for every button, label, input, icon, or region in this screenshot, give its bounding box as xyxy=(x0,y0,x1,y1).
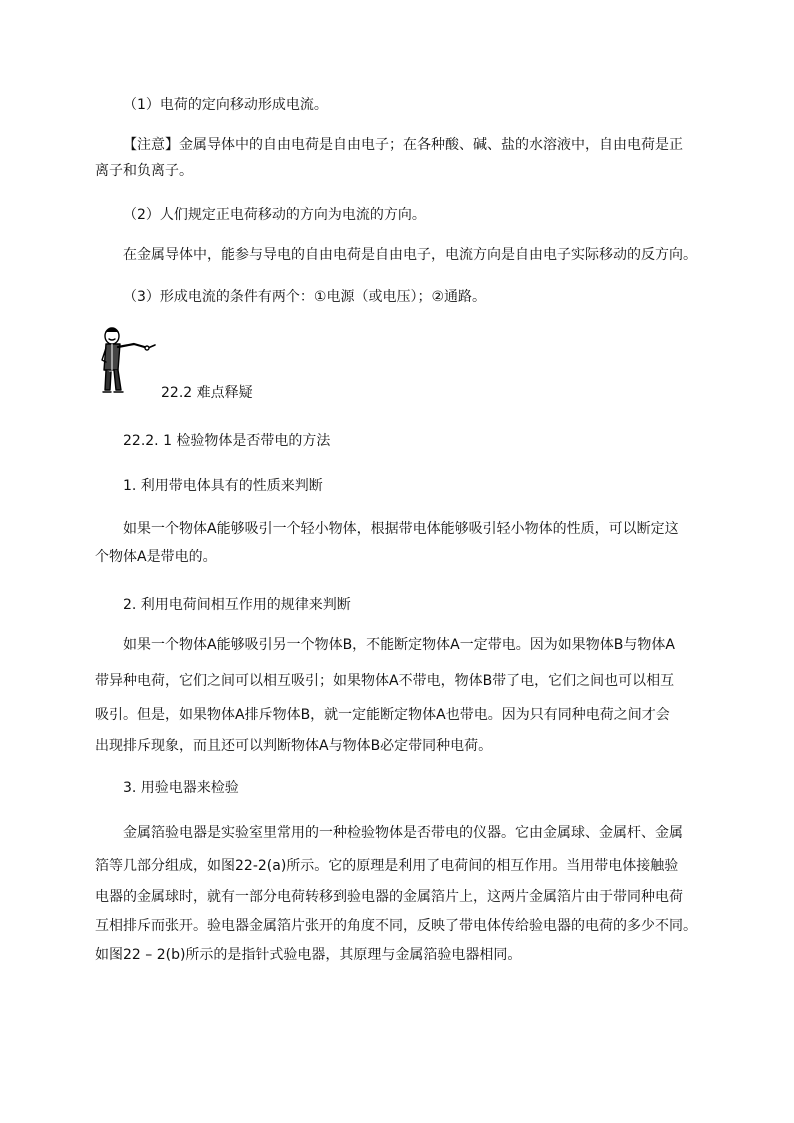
method-3-line-4: 互相排斥而张开。验电器金属箔片张开的角度不同，反映了带电体传给验电器的电荷的多少不同。 xyxy=(95,918,697,934)
pointing-teacher-icon xyxy=(100,322,158,396)
method-1-line-2: 个物体A是带电的。 xyxy=(95,549,217,565)
method-2-line-4: 出现排斥现象，而且还可以判断物体A与物体B必定带同种电荷。 xyxy=(95,738,493,754)
method-3-title: 3. 用验电器来检验 xyxy=(123,780,239,796)
method-3-line-3: 电器的金属球时，就有一部分电荷转移到验电器的金属箔片上，这两片金属箔片由于带同种电荷 xyxy=(95,889,683,905)
method-1-title: 1. 利用带电体具有的性质来判断 xyxy=(123,478,323,494)
method-1-line-1: 如果一个物体A能够吸引一个轻小物体，根据带电体能够吸引轻小物体的性质，可以断定这 xyxy=(123,521,679,537)
note-line-2: 离子和负离子。 xyxy=(95,163,193,179)
method-2-title: 2. 利用电荷间相互作用的规律来判断 xyxy=(123,597,351,613)
note-line-1: 【注意】金属导体中的自由电荷是自由电子；在各种酸、碱、盐的水溶液中，自由电荷是正 xyxy=(123,137,683,153)
method-3-line-2: 箔等几部分组成，如图22-2(a)所示。它的原理是利用了电荷间的相互作用。当用带电体接触验 xyxy=(95,858,679,874)
method-2-line-1: 如果一个物体A能够吸引另一个物体B，不能断定物体A一定带电。因为如果物体B与物体A xyxy=(123,637,675,653)
paragraph-2: （2）人们规定正电荷移动的方向为电流的方向。 xyxy=(123,207,426,223)
paragraph-1: （1）电荷的定向移动形成电流。 xyxy=(123,97,328,113)
method-3-line-5: 如图22 – 2(b)所示的是指针式验电器，其原理与金属箔验电器相同。 xyxy=(95,947,522,963)
method-2-line-2: 带异种电荷，它们之间可以相互吸引；如果物体A不带电，物体B带了电，它们之间也可以相互 xyxy=(95,673,675,689)
paragraph-3: （3）形成电流的条件有两个：①电源（或电压）；②通路。 xyxy=(123,289,487,305)
method-2-line-3: 吸引。但是，如果物体A排斥物体B，就一定能断定物体A也带电。因为只有同种电荷之间才会 xyxy=(95,707,670,723)
method-3-line-1: 金属箔验电器是实验室里常用的一种检验物体是否带电的仪器。它由金属球、金属杆、金属 xyxy=(123,825,683,841)
subsection-title: 22.2. 1 检验物体是否带电的方法 xyxy=(123,433,331,449)
section-title: 22.2 难点释疑 xyxy=(161,385,253,401)
paragraph-2b: 在金属导体中，能参与导电的自由电荷是自由电子，电流方向是自由电子实际移动的反方向。 xyxy=(123,247,697,263)
